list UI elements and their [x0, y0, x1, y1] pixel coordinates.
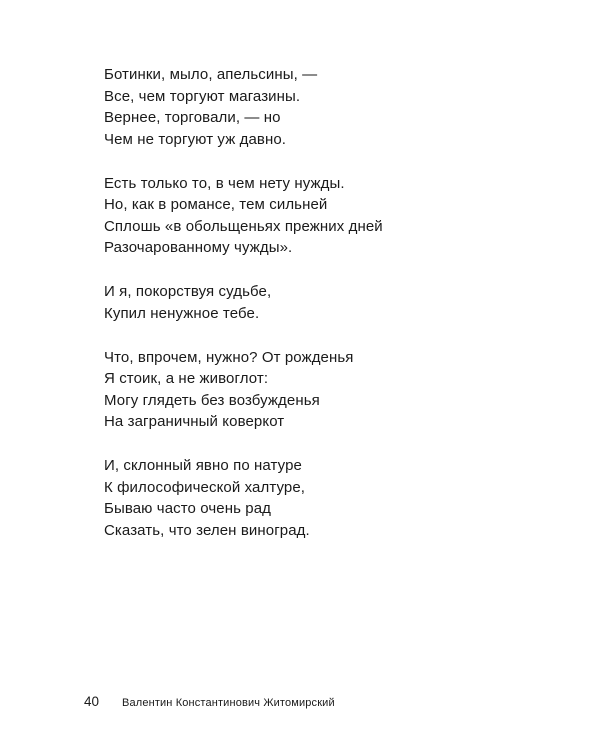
poem-line: Чем не торгуют уж давно. — [104, 130, 287, 148]
poem-line: Сплошь «в обольщеньях прежних дней — [104, 217, 383, 235]
poem-line: Что, впрочем, нужно? От рожденья — [104, 348, 354, 366]
poem-line: Я стоик, а не живоглот: — [104, 370, 269, 387]
page-number: 40 — [84, 694, 100, 709]
poem-line: Вернее, торговали, — но — [104, 109, 281, 126]
stanza — [104, 455, 544, 541]
poem-line: На заграничный коверкот — [104, 413, 285, 430]
poem-line: Все, чем торгуют магазины. — [104, 87, 301, 105]
poem-body — [104, 64, 544, 564]
poem-line: И, склонный явно по натуре — [104, 457, 302, 474]
poem-line: Есть только то, в чем нету нужды. — [104, 174, 345, 192]
poem-line: Но, как в романсе, тем сильней — [104, 196, 328, 213]
running-head-author: Валентин Константинович Житомирский — [122, 697, 335, 709]
stanza — [104, 281, 544, 324]
poem-line: Бываю часто очень рад — [104, 500, 272, 517]
poem-line: Купил ненужное тебе. — [104, 304, 260, 322]
poem-line: И я, покорствуя судьбе, — [104, 283, 272, 300]
poem-line: Ботинки, мыло, апельсины, — — [104, 66, 318, 83]
stanza — [104, 347, 544, 433]
poem-line: К философической халтуре, — [104, 478, 306, 496]
page-footer — [84, 694, 335, 709]
stanza — [104, 64, 544, 150]
poem-line: Сказать, что зелен виноград. — [104, 521, 310, 539]
poem-line: Разочарованному чужды». — [104, 239, 293, 256]
stanza — [104, 173, 544, 259]
poem-line: Могу глядеть без возбужденья — [104, 391, 320, 409]
